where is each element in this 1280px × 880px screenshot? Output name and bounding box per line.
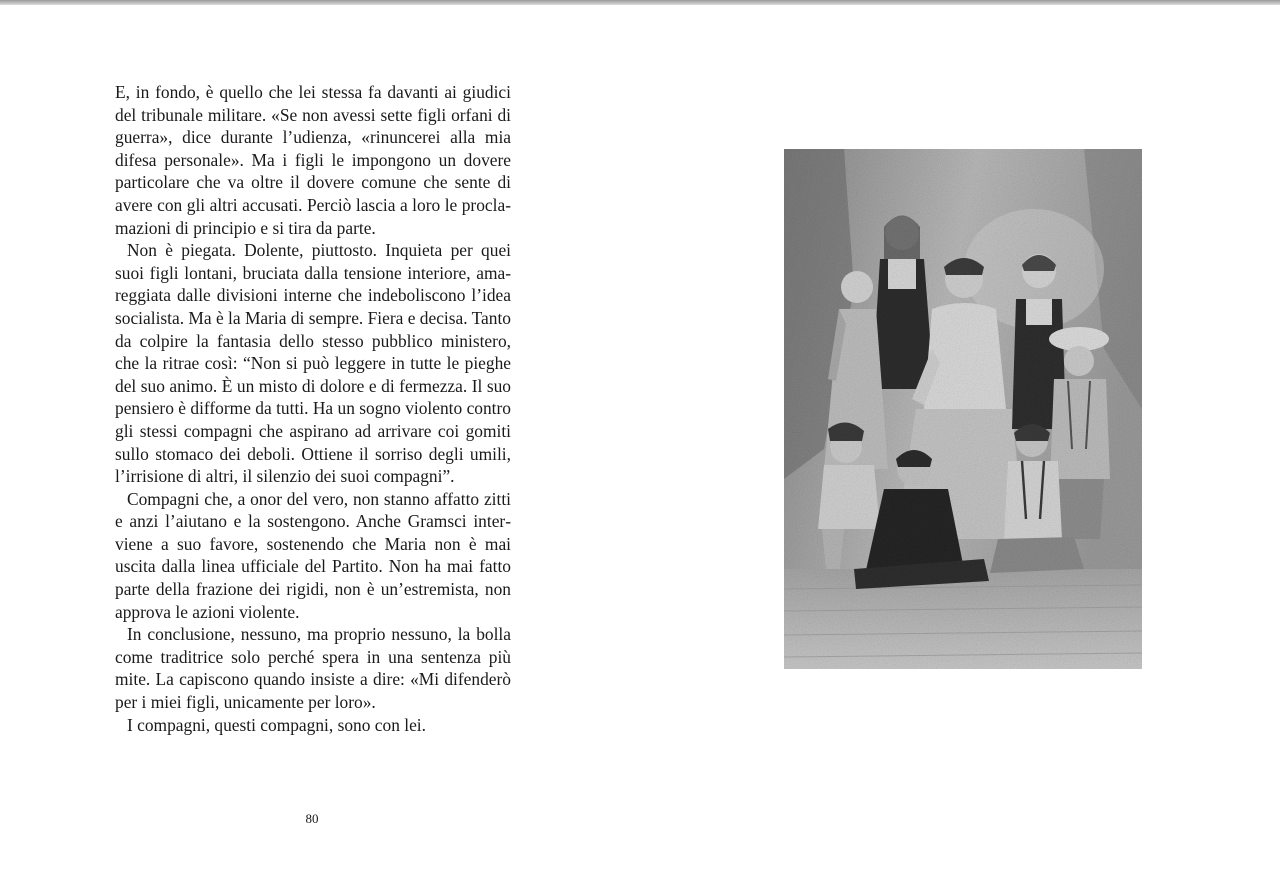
paragraph-2: Non è piegata. Dolente, piuttosto. Inquieta per quei suoi figli lontani, bruciata dalla tensione interiore, amareggiata dalle divisioni interne che indeboliscono l’idea socialista. Ma è la Maria di sempre. Fiera e decisa. Tanto da colpire la fantasia dello stesso pubblico ministero, che la ritrae così: “Non si può leggere in tutte le pieghe del suo animo. È un misto di dolore e di fermezza. Il suo pensiero è difforme da tutti. Ha un sogno violento contro gli stessi compagni che aspirano ad arrivare coi gomiti sullo stomaco dei deboli. Ottiene il sorriso degli umili, l’irrisione di altri, il silenzio dei suoi compagni”. xyxy=(115,240,511,487)
family-photograph xyxy=(784,149,1142,669)
paragraph-5: I compagni, questi compagni, sono con lei. xyxy=(127,714,426,735)
body-text xyxy=(115,81,511,736)
paragraph-1: E, in fondo, è quello che lei stessa fa davanti ai giudici del tribunale militare. «Se non avessi sette figli orfani di guerra», dice durante l’udienza, «rinuncerei alla mia difesa personale». Ma i figli le impongono un dovere particolare che va oltre il dovere comune che sente di avere con gli altri accusati. Perciò lascia a loro le proclamazioni di principio e si tira da parte. xyxy=(115,82,511,238)
paragraph-3: Compagni che, a onor del vero, non stanno affatto zitti e anzi l’aiutano e la sostengono. Anche Gramsci interviene a suo favore, sostenendo che Maria non è mai uscita dalla linea ufficiale del Partito. Non ha mai fatto parte della frazione dei rigidi, non è un’estremista, non approva le azioni violente. xyxy=(115,488,511,622)
page-number: 80 xyxy=(305,811,319,826)
photo-drawing xyxy=(784,149,1142,669)
right-page xyxy=(640,5,1280,880)
paragraph-4: In conclusione, nessuno, ma proprio nessuno, la bolla come traditrice solo perché spera in una sentenza più mite. La capiscono quando insiste a dire: «Mi difenderò per i miei figli, unicamente per loro». xyxy=(115,624,511,713)
left-page xyxy=(0,5,640,880)
